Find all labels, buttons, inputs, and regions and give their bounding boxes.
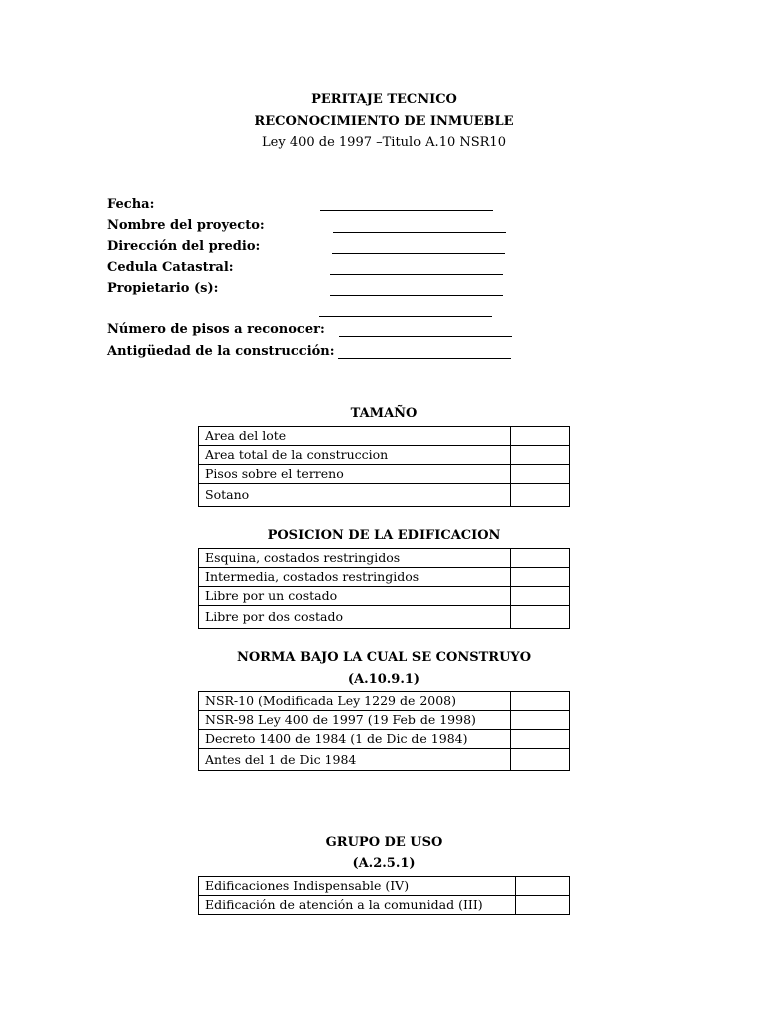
table-row — [199, 711, 570, 730]
field-label-nombre-proyecto: Nombre del proyecto: — [107, 218, 265, 233]
value-cell[interactable] — [511, 568, 570, 587]
row-label: Area total de la construccion — [199, 446, 511, 465]
table-row — [199, 446, 570, 465]
field-line-cedula-catastral[interactable] — [330, 274, 503, 275]
table-row — [199, 896, 570, 915]
field-label-antiguedad: Antigüedad de la construcción: — [107, 344, 335, 359]
value-cell[interactable] — [511, 587, 570, 606]
row-label: Libre por un costado — [199, 587, 511, 606]
row-label: Antes del 1 de Dic 1984 — [199, 749, 511, 771]
table-row — [199, 606, 570, 629]
value-cell[interactable] — [516, 896, 570, 915]
field-line-direccion[interactable] — [332, 253, 505, 254]
section-code-grupo: (A.2.5.1) — [352, 856, 416, 871]
row-label: Pisos sobre el terreno — [199, 465, 511, 484]
section-code-norma: (A.10.9.1) — [347, 672, 421, 687]
row-label: Area del lote — [199, 427, 511, 446]
row-label: Intermedia, costados restringidos — [199, 568, 511, 587]
field-line-numero-pisos[interactable] — [339, 336, 512, 337]
table-grupo — [198, 876, 570, 915]
field-line-propietario-2[interactable] — [319, 316, 492, 317]
document-title: PERITAJE TECNICO — [311, 92, 457, 107]
field-label-numero-pisos: Número de pisos a reconocer: — [107, 322, 325, 337]
table-posicion — [198, 548, 570, 629]
value-cell[interactable] — [511, 749, 570, 771]
table-tamano — [198, 426, 570, 507]
value-cell[interactable] — [511, 711, 570, 730]
section-title-grupo: GRUPO DE USO — [325, 835, 443, 850]
document-subtitle: RECONOCIMIENTO DE INMUEBLE — [254, 114, 514, 129]
row-label: NSR-10 (Modificada Ley 1229 de 2008) — [199, 692, 511, 711]
field-line-antiguedad[interactable] — [338, 358, 511, 359]
row-label: Esquina, costados restringidos — [199, 549, 511, 568]
section-title-norma: NORMA BAJO LA CUAL SE CONSTRUYO — [236, 650, 532, 665]
row-label: Libre por dos costado — [199, 606, 511, 629]
field-label-propietario: Propietario (s): — [107, 281, 219, 296]
value-cell[interactable] — [511, 606, 570, 629]
section-title-posicion: POSICION DE LA EDIFICACION — [267, 528, 501, 543]
value-cell[interactable] — [511, 692, 570, 711]
value-cell[interactable] — [511, 730, 570, 749]
table-row — [199, 749, 570, 771]
row-label: Decreto 1400 de 1984 (1 de Dic de 1984) — [199, 730, 511, 749]
table-row — [199, 587, 570, 606]
table-row — [199, 427, 570, 446]
field-label-fecha: Fecha: — [107, 197, 155, 212]
table-row — [199, 484, 570, 507]
table-row — [199, 465, 570, 484]
table-row — [199, 877, 570, 896]
row-label: Sotano — [199, 484, 511, 507]
field-label-direccion: Dirección del predio: — [107, 239, 261, 254]
table-row — [199, 730, 570, 749]
row-label: NSR-98 Ley 400 de 1997 (19 Feb de 1998) — [199, 711, 511, 730]
field-line-fecha[interactable] — [320, 210, 493, 211]
row-label: Edificación de atención a la comunidad (III) — [199, 896, 516, 915]
table-norma — [198, 691, 570, 771]
value-cell[interactable] — [516, 877, 570, 896]
value-cell[interactable] — [511, 484, 570, 507]
row-label: Edificaciones Indispensable (IV) — [199, 877, 516, 896]
table-row — [199, 549, 570, 568]
value-cell[interactable] — [511, 427, 570, 446]
value-cell[interactable] — [511, 465, 570, 484]
field-line-propietario-1[interactable] — [330, 295, 503, 296]
table-row — [199, 692, 570, 711]
section-title-tamano: TAMAÑO — [350, 406, 418, 421]
law-reference: Ley 400 de 1997 –Titulo A.10 NSR10 — [262, 135, 506, 150]
table-row — [199, 568, 570, 587]
value-cell[interactable] — [511, 549, 570, 568]
field-line-nombre-proyecto[interactable] — [333, 232, 506, 233]
field-label-cedula-catastral: Cedula Catastral: — [107, 260, 234, 275]
value-cell[interactable] — [511, 446, 570, 465]
